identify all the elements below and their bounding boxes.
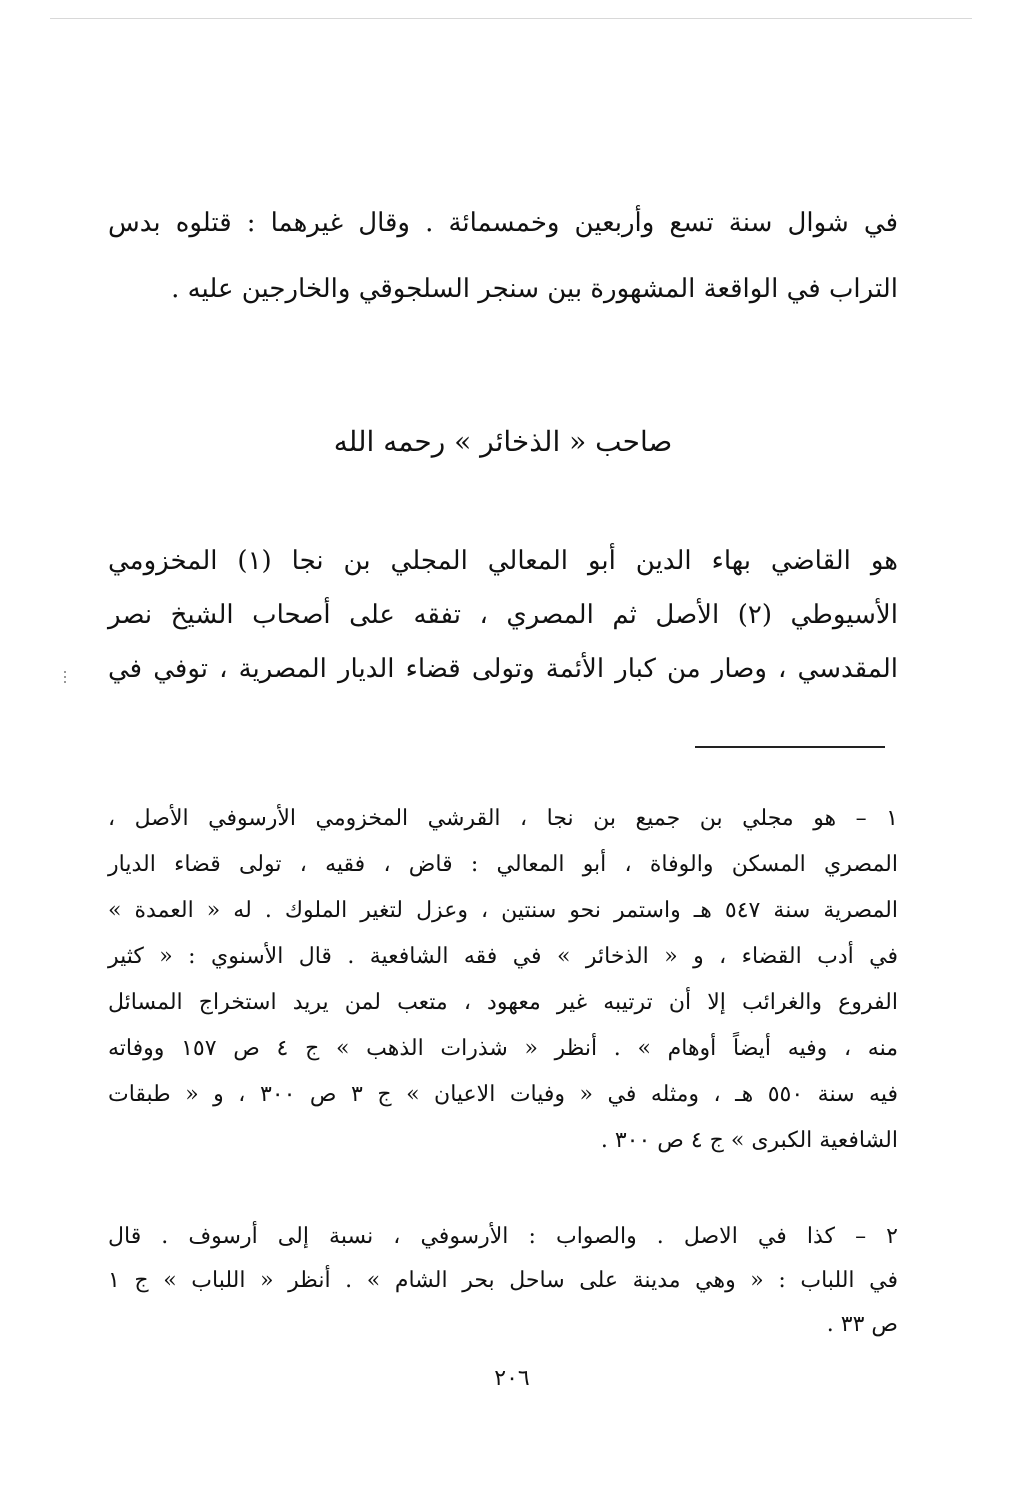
footnote-line: الفروع والغرائب إلا أن ترتيبه غير معهود ، متعب لمن يريد استخراج المسائل xyxy=(108,990,898,1015)
footnote-line: منه ، وفيه أيضاً أوهام » . أنظر « شذرات الذهب » ج ٤ ص ١٥٧ ووفاته xyxy=(108,1036,898,1061)
footnote-line: ص ٣٣ . xyxy=(826,1312,898,1337)
top-rule xyxy=(50,18,972,19)
footnote-line: في أدب القضاء ، و « الذخائر » في فقه الشافعية . قال الأسنوي : « كثير xyxy=(108,944,898,969)
footnote-2 xyxy=(108,1215,898,1347)
text-line: هو القاضي بهاء الدين أبو المعالي المجلي بن نجا (١) المخزومي xyxy=(108,546,898,576)
text-line: المقدسي ، وصار من كبار الأئمة وتولى قضاء الديار المصرية ، توفي في xyxy=(108,654,898,684)
text-line: التراب في الواقعة المشهورة بين سنجر السلجوقي والخارجين عليه . xyxy=(171,274,898,304)
footnote-line: ١ – هو مجلي بن جميع بن نجا ، القرشي المخزومي الأرسوفي الأصل ، xyxy=(108,806,898,831)
scan-speck xyxy=(62,668,68,694)
footnote-separator xyxy=(695,746,885,748)
footnote-line: فيه سنة ٥٥٠ هـ ، ومثله في « وفيات الاعيان » ج ٣ ص ٣٠٠ ، و « طبقات xyxy=(108,1082,898,1107)
text-line: في شوال سنة تسع وأربعين وخمسمائة . وقال غيرهما : قتلوه بدس xyxy=(108,208,898,238)
footnote-line: في اللباب : « وهي مدينة على ساحل بحر الشام » . أنظر « اللباب » ج ١ xyxy=(108,1268,898,1293)
footnote-1 xyxy=(108,796,898,1164)
section-heading: صاحب « الذخائر » رحمه الله xyxy=(333,425,673,458)
footnote-line: الشافعية الكبرى » ج ٤ ص ٣٠٠ . xyxy=(600,1128,898,1153)
footnote-line: المصري المسكن والوفاة ، أبو المعالي : قاض ، فقيه ، تولى قضاء الديار xyxy=(108,852,898,877)
page-number: ٢٠٦ xyxy=(494,1366,530,1391)
bio-paragraph xyxy=(108,534,898,696)
footnote-line: ٢ – كذا في الاصل . والصواب : الأرسوفي ، نسبة إلى أرسوف . قال xyxy=(108,1224,898,1249)
footnote-line: المصرية سنة ٥٤٧ هـ واستمر نحو سنتين ، وعزل لتغير الملوك . له « العمدة » xyxy=(108,898,898,923)
text-line: الأسيوطي (٢) الأصل ثم المصري ، تفقه على أصحاب الشيخ نصر xyxy=(108,600,898,630)
intro-paragraph xyxy=(108,190,898,322)
